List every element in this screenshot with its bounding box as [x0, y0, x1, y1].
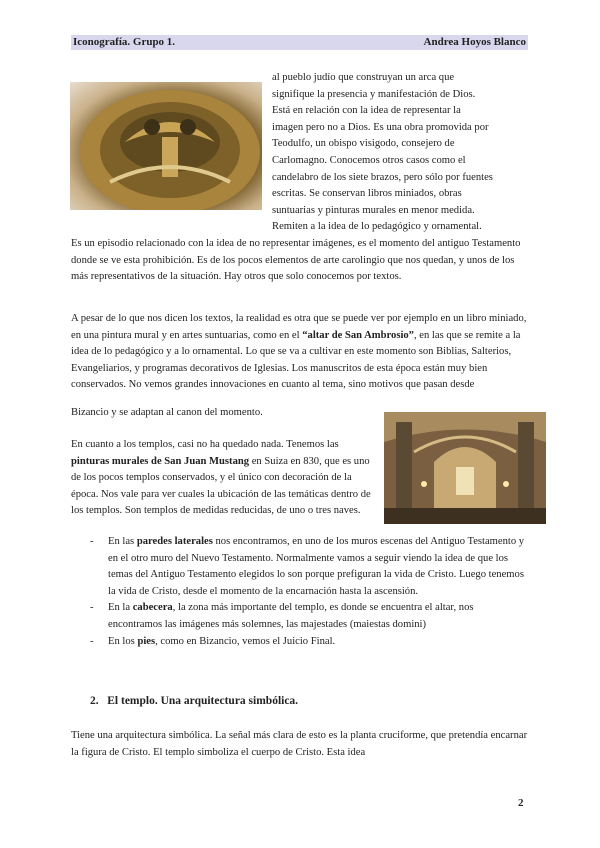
paragraph-intro: [272, 70, 532, 236]
text-span: , en las que se remite a la idea de lo pedagógico y a lo ornamental. Lo que se va a cultivar en este momento son Biblias, Salterios, Evangeliarios, y programas decorativos de Iglesias. Los manuscritos de esta época están muy bien conservados. No vemos grandes innovaciones en cuanto al tema, sino motivos que pasan desde: [71, 329, 521, 391]
section-number: 2.: [90, 695, 99, 707]
text-line: Está en relación con la idea de representar la: [272, 105, 461, 117]
bold-term-altar: “altar de San Ambrosio”: [302, 329, 414, 341]
bullet-dash: -: [90, 602, 94, 614]
church-interior-illustration: [384, 412, 546, 524]
text-span: A pesar de lo que nos dicen los textos, la realidad es otra que se puede ver por ejemplo en un libro miniado, en una pintura mural y en artes suntuarias, como en el: [71, 313, 527, 341]
paragraph-templos: [71, 437, 374, 520]
section-heading: [90, 695, 298, 707]
church-interior-image: [384, 412, 546, 524]
page-number: 2: [518, 797, 524, 809]
text-span: , como en Bizancio, vemos el Juicio Final.: [155, 635, 336, 647]
text-span: En cuanto a los templos, casi no ha quedado nada. Tenemos las: [71, 439, 339, 450]
paragraph-textos-last-line: Bizancio y se adaptan al canon del momento.: [71, 407, 263, 418]
text-span: En las: [108, 536, 137, 547]
header-left: Iconografía. Grupo 1.: [73, 36, 176, 48]
page-header: [71, 35, 528, 50]
text-span: En la: [108, 602, 133, 614]
bullet-list: [90, 534, 530, 650]
text-line: signifique la presencia y manifestación de Dios.: [272, 88, 476, 100]
text-span: , la zona más importante del templo, es donde se encuentra el altar, nos encontramos las imágenes más solemnes, las majestades (maiestas domini): [108, 602, 474, 630]
text-line: al pueblo judío que construyan un arca que: [272, 72, 455, 83]
section-title-text: El templo. Una arquitectura simbólica.: [107, 695, 299, 707]
list-item: [90, 534, 530, 600]
text-line: candelabro de los siete brazos, pero sólo por fuentes: [272, 171, 493, 183]
text-span: nos encontramos, en uno de los muros escenas del Antiguo Testamento y en el otro muro del Nuevo Testamento. Normalmente vamos a seguir viendo la idea de que los temas del Antiguo Testamento elegidos lo son porque prefiguran la vida de Cristo. Luego tenemos la vida de Cristo, desde el momento de la encarnación hasta la ascensión.: [108, 536, 525, 597]
apse-mosaic-illustration: [70, 82, 262, 210]
paragraph-prohibition: Es un episodio relacionado con la idea de no representar imágenes, es el momento del antiguo Testamento donde se ve esta prohibición. Es de los pocos elementos de arte carolingio que nos quedan, y unos de los más representativos de la situación. Hay otros que solo conocemos por textos.: [71, 238, 521, 283]
text-line: Teodulfo, un obispo visigodo, consejero de: [272, 138, 455, 150]
apse-mosaic-image: [70, 82, 262, 210]
text-line: Carlomagno. Conocemos otros casos como el: [272, 154, 466, 166]
text-span: en Suiza en 830, que es uno de los pocos templos conservados, y el único con decoración de la época. Nos vale para ver cuales la ubicación de las temáticas dentro de los templos. Son templos de medidas reducidas, de uno o tres naves.: [71, 455, 371, 517]
list-item: [90, 634, 530, 651]
list-item: [90, 600, 530, 633]
text-line: Remiten a la idea de lo pedagógico y ornamental.: [272, 221, 482, 233]
bullet-dash: -: [90, 635, 94, 647]
bold-term: pies: [137, 635, 156, 647]
text-line: suntuarias y pinturas murales en menor medida.: [272, 204, 475, 216]
header-right: Andrea Hoyos Blanco: [423, 36, 526, 48]
text-span: En los: [108, 635, 138, 647]
paragraph-textos: [71, 311, 529, 394]
text-line: escritas. Se conservan libros miniados, obras: [272, 188, 462, 200]
bold-term: paredes laterales: [136, 536, 213, 547]
bold-term: cabecera: [132, 602, 173, 614]
bold-term-mustang: pinturas murales de San Juan Mustang: [71, 455, 250, 467]
paragraph-arquitectura: Tiene una arquitectura simbólica. La señal más clara de esto es la planta cruciforme, que pretendía encarnar la figura de Cristo. El templo simboliza el cuerpo de Cristo. Esta idea: [71, 730, 528, 758]
text-line: imagen pero no a Dios. Es una obra promovida por: [272, 121, 489, 133]
bullet-dash: -: [90, 536, 94, 547]
